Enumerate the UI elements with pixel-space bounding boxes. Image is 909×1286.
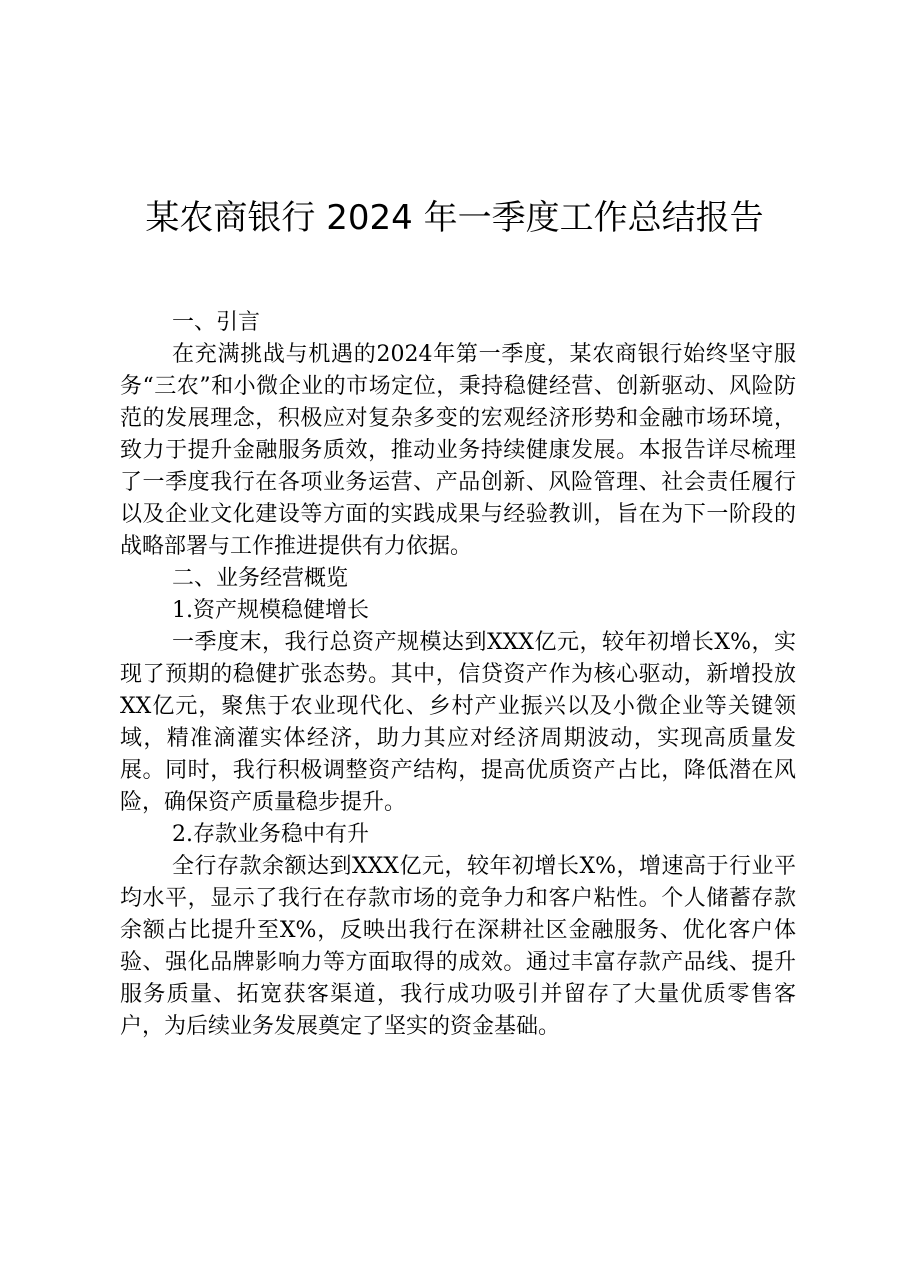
subheading-asset-growth: 1.资产规模稳健增长 xyxy=(172,598,369,623)
deposit-business-paragraph: 全行存款余额达到XXX亿元，较年初增长X%，增速高于行业平均水平，显示了我行在存款市场的竞争力和客户粘性。个人储蓄存款余额占比提升至X%，反映出我行在深耕社区金融服务、优化客户体验、强化品牌影响力等方面取得的成效。通过丰富存款产品线、提升服务质量、拓宽获客渠道，我行成功吸引并留存了大量优质零售客户，为后续业务发展奠定了坚实的资金基础。 xyxy=(120,854,796,1039)
section-heading-business-overview: 二、业务经营概览 xyxy=(172,566,349,591)
section-heading-introduction: 一、引言 xyxy=(172,310,261,335)
introduction-paragraph: 在充满挑战与机遇的2024年第一季度，某农商银行始终坚守服务“三农”和小微企业的市场定位，秉持稳健经营、创新驱动、风险防范的发展理念，积极应对复杂多变的宏观经济形势和金融市场环境，致力于提升金融服务质效，推动业务持续健康发展。本报告详尽梳理了一季度我行在各项业务运营、产品创新、风险管理、社会责任履行以及企业文化建设等方面的实践成果与经验教训，旨在为下一阶段的战略部署与工作推进提供有力依据。 xyxy=(120,342,796,559)
document-title: 某农商银行 2024 年一季度工作总结报告 xyxy=(145,198,764,238)
subheading-deposit-business: 2.存款业务稳中有升 xyxy=(172,822,369,847)
asset-growth-paragraph: 一季度末，我行总资产规模达到XXX亿元，较年初增长X%，实现了预期的稳健扩张态势。其中，信贷资产作为核心驱动，新增投放XX亿元，聚焦于农业现代化、乡村产业振兴以及小微企业等关键领域，精准滴灌实体经济，助力其应对经济周期波动，实现高质量发展。同时，我行积极调整资产结构，提高优质资产占比，降低潜在风险，确保资产质量稳步提升。 xyxy=(120,630,796,815)
document-body xyxy=(120,307,796,1043)
